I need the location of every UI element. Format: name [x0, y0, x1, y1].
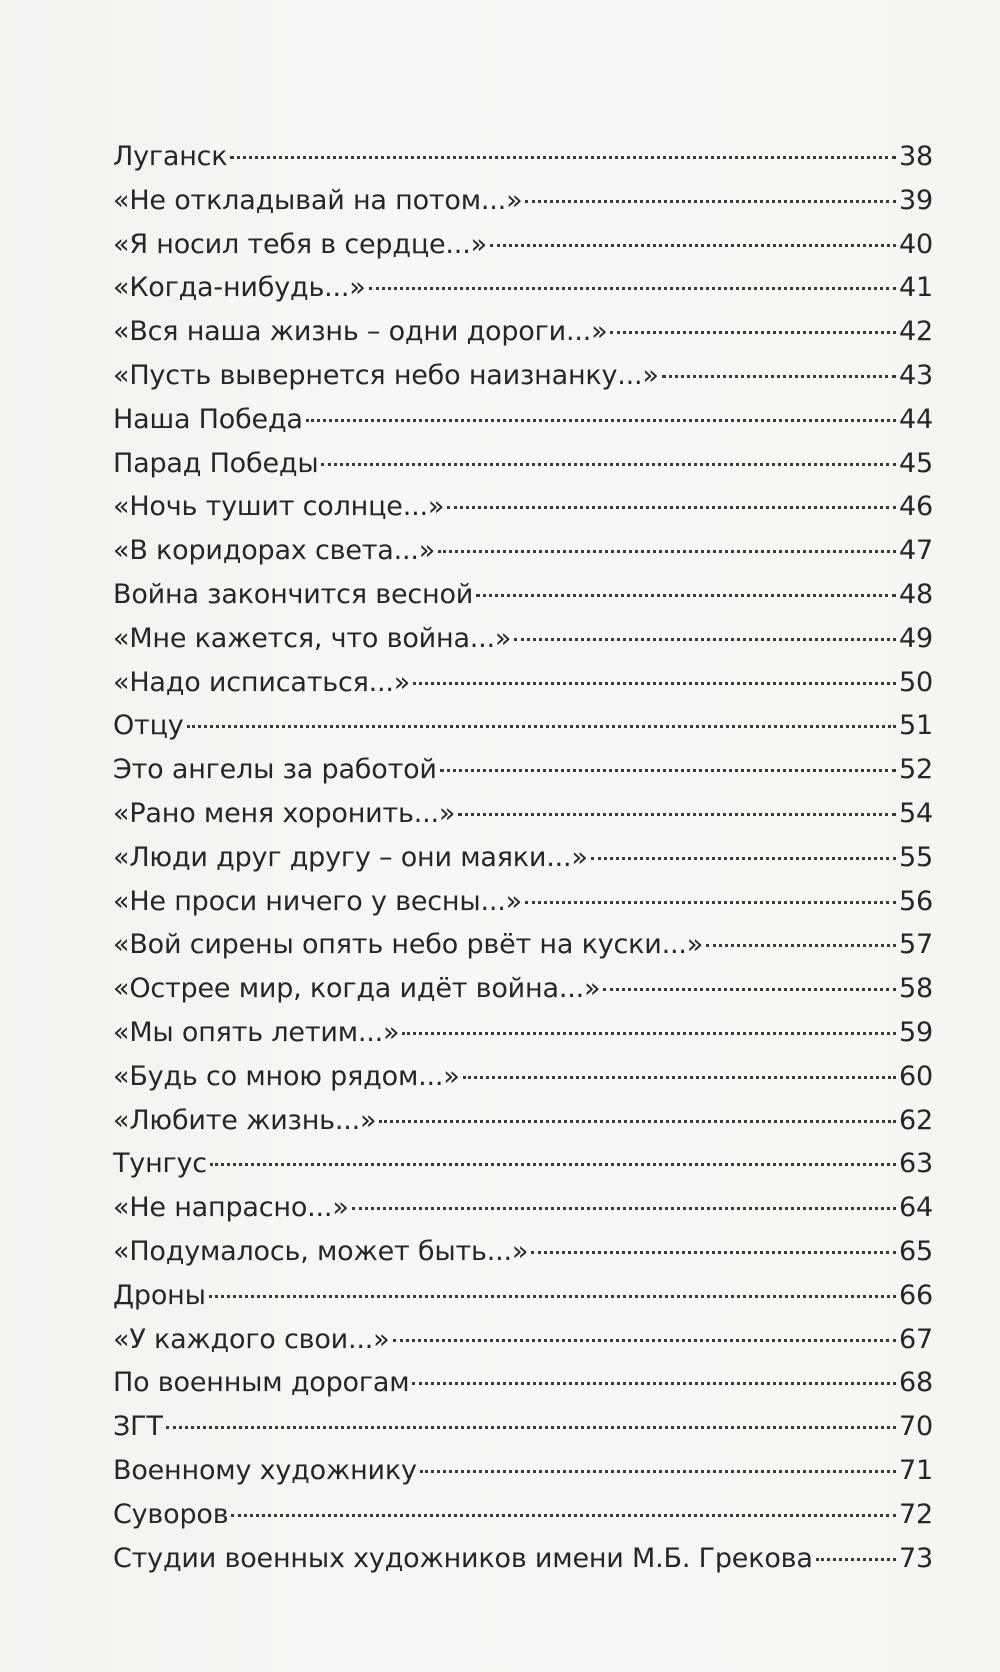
toc-entry-page-number: 46 [899, 491, 933, 523]
toc-entry-title: «Рано меня хоронить...» [113, 797, 456, 829]
toc-entry-page-number: 71 [899, 1454, 933, 1486]
toc-entry [113, 704, 933, 748]
toc-dot-leader [369, 287, 896, 290]
toc-entry [113, 1318, 933, 1362]
toc-entry-page-number: 60 [899, 1060, 933, 1092]
toc-entry-title: «Надо исписаться...» [113, 666, 411, 698]
toc-entry-title: Тунгус [113, 1148, 207, 1180]
toc-dot-leader [413, 682, 896, 685]
toc-entry-title: «Ночь тушит солнце...» [113, 491, 445, 523]
toc-entry-title: Военному художнику [113, 1454, 417, 1486]
toc-dot-leader [463, 1076, 896, 1079]
toc-entry [113, 1099, 933, 1143]
toc-entry-page-number: 54 [899, 797, 933, 829]
toc-entry-page-number: 44 [899, 403, 933, 435]
toc-dot-leader [591, 857, 896, 860]
toc-entry-title: «Люди друг другу – они маяки...» [113, 841, 588, 873]
toc-entry-page-number: 56 [899, 885, 933, 917]
toc-entry-title: Луганск [113, 141, 228, 172]
toc-entry-title: «Вой сирены опять небо рвёт на куски...» [113, 929, 704, 961]
toc-entry-page-number: 50 [899, 666, 933, 698]
toc-dot-leader [187, 725, 896, 728]
toc-entry-page-number: 45 [899, 447, 933, 479]
toc-entry-title: «Мы опять летим...» [113, 1016, 400, 1048]
toc-entry [113, 485, 933, 529]
toc-entry [113, 223, 933, 267]
toc-entry-title: «Не напрасно...» [113, 1192, 349, 1224]
toc-dot-leader [210, 1163, 896, 1166]
toc-entry-title: «Не проси ничего у весны...» [113, 885, 522, 917]
toc-entry [113, 923, 933, 967]
toc-entry [113, 967, 933, 1011]
toc-entry-title: Дроны [113, 1279, 206, 1311]
toc-entry-page-number: 72 [899, 1498, 933, 1530]
toc-entry-title: «Подумалось, может быть...» [113, 1235, 529, 1267]
toc-entry-page-number: 52 [899, 754, 933, 786]
toc-entry [113, 1055, 933, 1099]
toc-dot-leader [525, 200, 896, 203]
toc-entry-page-number: 68 [899, 1367, 933, 1399]
toc-entry-title: «Не откладывай на потом...» [113, 184, 523, 216]
toc-entry-page-number: 57 [899, 929, 933, 961]
toc-dot-leader [490, 244, 896, 247]
toc-entry [113, 1361, 933, 1405]
toc-entry [113, 1142, 933, 1186]
toc-entry [113, 661, 933, 705]
toc-entry-title: «Когда-нибудь...» [113, 272, 366, 304]
toc-entry-page-number: 48 [899, 578, 933, 610]
toc-entry-title: «Мне кажется, что война...» [113, 622, 512, 654]
toc-entry [113, 573, 933, 617]
toc-entry-page-number: 59 [899, 1016, 933, 1048]
toc-dot-leader [440, 769, 896, 772]
toc-entry-title: «Вся наша жизнь – одни дороги...» [113, 316, 608, 348]
toc-entry [113, 1449, 933, 1493]
toc-dot-leader [816, 1558, 896, 1561]
toc-entry-page-number: 43 [899, 359, 933, 391]
toc-entry [113, 266, 933, 310]
toc-entry-title: Суворов [113, 1498, 229, 1530]
toc-dot-leader [209, 1295, 896, 1298]
toc-dot-leader [447, 506, 896, 509]
toc-dot-leader [402, 1032, 896, 1035]
toc-dot-leader [230, 156, 896, 159]
toc-entry-title: Студии военных художников имени М.Б. Грекова [113, 1542, 813, 1574]
toc-dot-leader [166, 1426, 896, 1429]
toc-entry-page-number: 64 [899, 1192, 933, 1224]
toc-entry-title: «Любите жизнь...» [113, 1104, 377, 1136]
toc-dot-leader [662, 375, 896, 378]
toc-entry-page-number: 62 [899, 1104, 933, 1136]
toc-dot-leader [610, 331, 896, 334]
toc-entry [113, 442, 933, 486]
toc-entry [113, 1537, 933, 1581]
toc-entry [113, 179, 933, 223]
toc-entry-title: «Я носил тебя в сердце...» [113, 228, 487, 260]
toc-entry [113, 748, 933, 792]
toc-entry-page-number: 66 [899, 1279, 933, 1311]
toc-entry-page-number: 49 [899, 622, 933, 654]
toc-dot-leader [514, 638, 896, 641]
toc-entry-page-number: 38 [899, 141, 933, 172]
toc-entry-title: Наша Победа [113, 403, 303, 435]
toc-entry [113, 880, 933, 924]
toc-dot-leader [420, 1470, 896, 1473]
toc-entry [113, 1186, 933, 1230]
toc-entry-title: «Острее мир, когда идёт война...» [113, 973, 601, 1005]
toc-dot-leader [231, 1514, 896, 1517]
toc-entry [113, 1011, 933, 1055]
toc-entry-page-number: 65 [899, 1235, 933, 1267]
toc-entry-title: «В коридорах света...» [113, 535, 436, 567]
toc-dot-leader [352, 1207, 896, 1210]
toc-entry-title: По военным дорогам [113, 1367, 410, 1399]
toc-dot-leader [379, 1120, 896, 1123]
toc-entry-title: «Будь со мною рядом...» [113, 1060, 460, 1092]
toc-entry [113, 1493, 933, 1537]
toc-entry [113, 354, 933, 398]
toc-entry-title: ЗГТ [113, 1411, 163, 1443]
toc-entry [113, 529, 933, 573]
toc-dot-leader [458, 813, 896, 816]
toc-entry-page-number: 42 [899, 316, 933, 348]
toc-entry-page-number: 51 [899, 710, 933, 742]
toc-entry-page-number: 55 [899, 841, 933, 873]
toc-entry-page-number: 58 [899, 973, 933, 1005]
toc-entry-title: «Пусть вывернется небо наизнанку...» [113, 359, 659, 391]
toc-dot-leader [438, 550, 896, 553]
toc-entry-title: «У каждого свои...» [113, 1323, 390, 1355]
toc-entry [113, 1405, 933, 1449]
table-of-contents [113, 135, 933, 1580]
toc-entry-page-number: 39 [899, 184, 933, 216]
toc-entry-page-number: 41 [899, 272, 933, 304]
toc-dot-leader [706, 944, 896, 947]
toc-dot-leader [476, 594, 896, 597]
toc-dot-leader [531, 1251, 896, 1254]
toc-entry [113, 310, 933, 354]
toc-entry-page-number: 63 [899, 1148, 933, 1180]
toc-entry-page-number: 40 [899, 228, 933, 260]
toc-dot-leader [412, 1382, 896, 1385]
toc-dot-leader [306, 419, 896, 422]
toc-dot-leader [321, 463, 896, 466]
toc-entry [113, 1274, 933, 1318]
toc-entry [113, 617, 933, 661]
toc-entry-page-number: 70 [899, 1411, 933, 1443]
toc-entry-page-number: 67 [899, 1323, 933, 1355]
toc-entry [113, 398, 933, 442]
toc-dot-leader [393, 1339, 897, 1342]
toc-entry [113, 792, 933, 836]
toc-entry [113, 836, 933, 880]
toc-entry-title: Война закончится весной [113, 578, 474, 610]
toc-entry-title: Отцу [113, 710, 184, 742]
toc-dot-leader [525, 901, 896, 904]
toc-entry-title: Парад Победы [113, 447, 319, 479]
toc-entry [113, 135, 933, 179]
toc-entry-page-number: 47 [899, 535, 933, 567]
toc-entry-page-number: 73 [899, 1542, 933, 1574]
toc-entry [113, 1230, 933, 1274]
toc-dot-leader [603, 988, 896, 991]
toc-entry-title: Это ангелы за работой [113, 754, 437, 786]
